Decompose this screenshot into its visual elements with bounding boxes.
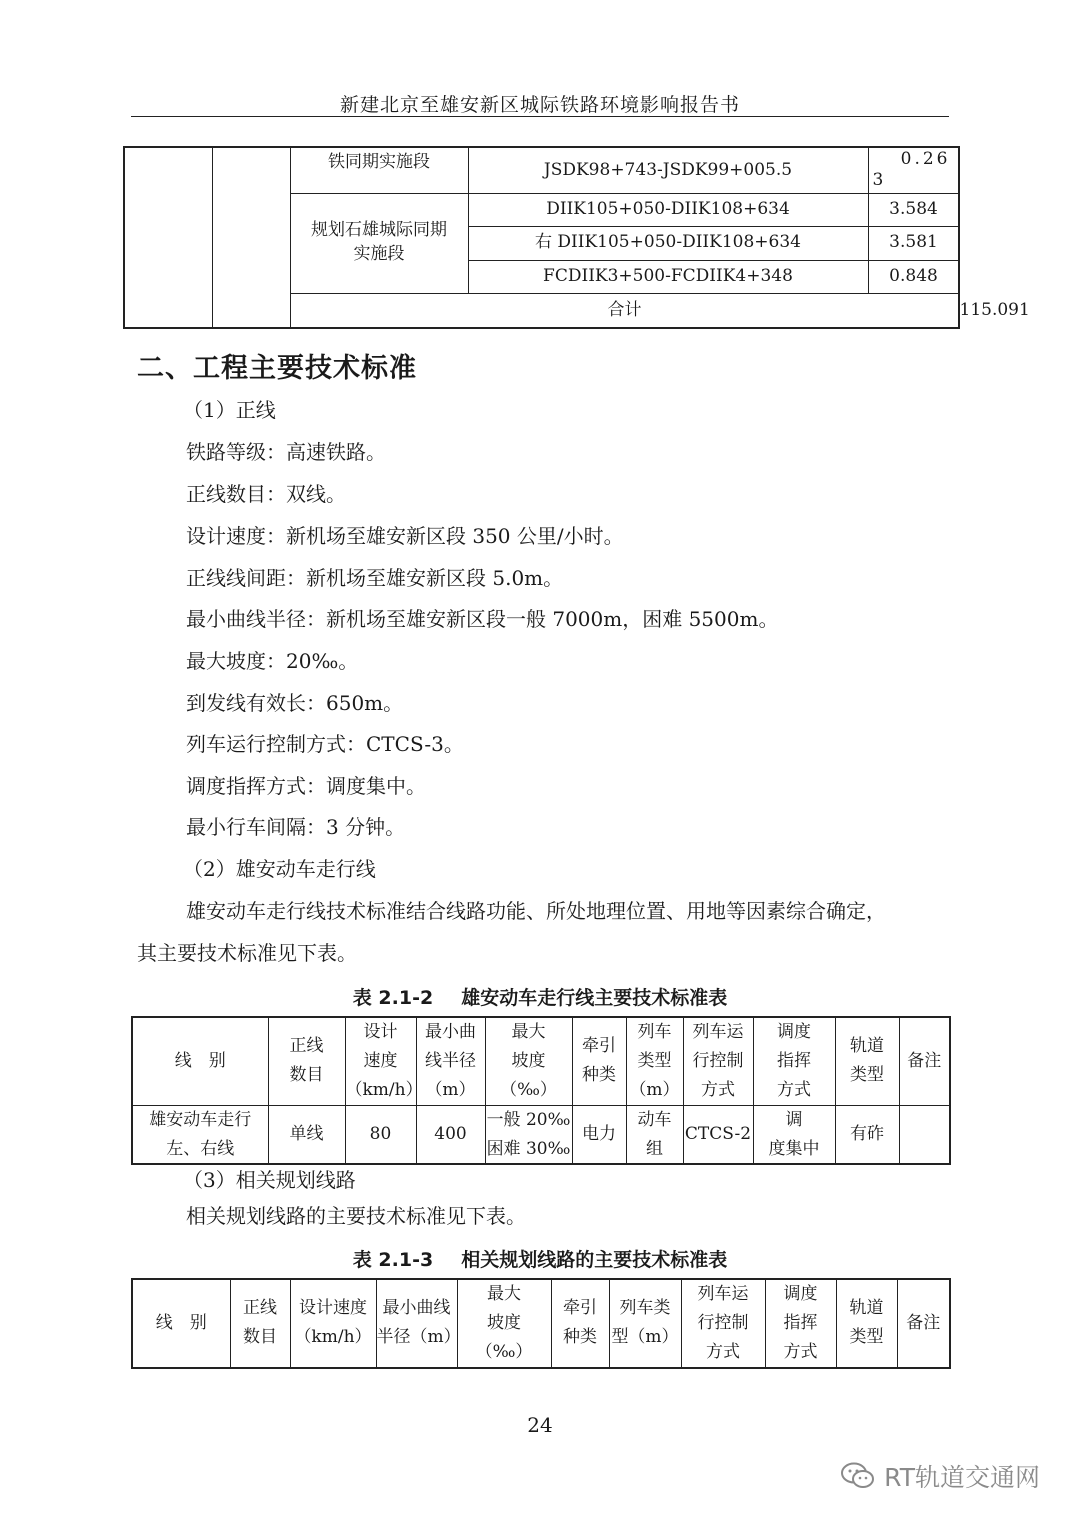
column-header: 正线 数目 <box>230 1279 290 1368</box>
planned-lines-standards-table <box>131 1278 951 1369</box>
column-header: 备注 <box>897 1279 950 1368</box>
table-cell: 一般 20‰ 困难 30‰ <box>485 1105 572 1164</box>
total-label: 合计 <box>290 293 959 328</box>
column-header: 设计速度 （km/h） <box>290 1279 376 1368</box>
spec-line: 到发线有效长：650m。 <box>186 691 404 715</box>
depot-line-standards-table <box>131 1016 951 1165</box>
table-caption <box>0 983 1080 1010</box>
table-caption-title: 相关规划线路的主要技术标准表 <box>461 1249 728 1271</box>
column-header: 备注 <box>899 1017 950 1105</box>
table-caption-title: 雄安动车走行线主要技术标准表 <box>461 987 728 1009</box>
column-header: 调度 指挥 方式 <box>765 1279 836 1368</box>
column-header: 线 别 <box>132 1279 230 1368</box>
section-cell: 规划石雄城际同期 实施段 <box>290 193 468 293</box>
table-row <box>132 1105 950 1164</box>
table-header-row <box>132 1279 950 1368</box>
table-caption <box>0 1245 1080 1272</box>
spec-line: 最大坡度：20‰。 <box>186 649 359 673</box>
subheading-planned-lines: （3）相关规划线路 <box>183 1168 356 1192</box>
table-cell: 单线 <box>268 1105 345 1164</box>
range-cell: 右 DIIK105+050-DIIK108+634 <box>468 226 868 260</box>
table-row <box>124 147 959 193</box>
table-cell: CTCS-2 <box>683 1105 753 1164</box>
length-cell: 0.848 <box>868 260 959 293</box>
spec-line: 正线线间距：新机场至雄安新区段 5.0m。 <box>186 566 564 590</box>
table-cell: 动车 组 <box>626 1105 683 1164</box>
length-cell <box>868 147 959 193</box>
spec-line: 调度指挥方式：调度集中。 <box>186 774 426 798</box>
column-header: 正线 数目 <box>268 1017 345 1105</box>
spec-line: 最小行车间隔：3 分钟。 <box>186 815 406 839</box>
empty-cell <box>124 147 212 328</box>
header-divider <box>131 116 949 117</box>
page-number: 24 <box>527 1413 553 1437</box>
table-cell: 400 <box>416 1105 485 1164</box>
column-header: 最小曲 线半径 （m） <box>416 1017 485 1105</box>
spec-line: 设计速度：新机场至雄安新区段 350 公里/小时。 <box>186 524 624 548</box>
column-header: 轨道 类型 <box>836 1279 897 1368</box>
spec-line: 列车运行控制方式：CTCS-3。 <box>186 732 464 756</box>
section-heading: 二、工程主要技术标准 <box>137 353 417 384</box>
column-header: 线 别 <box>132 1017 268 1105</box>
table-total-row: 合计 115.091 <box>124 293 959 328</box>
spec-line: 正线数目：双线。 <box>186 482 346 506</box>
column-header: 列车类 型（m） <box>609 1279 681 1368</box>
table-cell: 调 度集中 <box>753 1105 835 1164</box>
table-cell: 电力 <box>572 1105 626 1164</box>
range-cell: JSDK98+743-JSDK99+005.5 <box>468 147 868 193</box>
column-header: 设计 速度 （km/h） <box>345 1017 416 1105</box>
table-caption-number: 表 2.1-3 <box>352 1249 434 1271</box>
column-header: 列车 类型 （m） <box>626 1017 683 1105</box>
column-header: 牵引 种类 <box>572 1017 626 1105</box>
length-line-1: 0.26 <box>900 149 951 169</box>
subheading-xiongan-depot-line: （2）雄安动车走行线 <box>183 857 376 881</box>
length-line-2: 3 <box>872 170 884 191</box>
spec-line: 最小曲线半径：新机场至雄安新区段一般 7000m，困难 5500m。 <box>186 607 779 631</box>
section-length-table <box>123 146 1030 329</box>
description-paragraph: 雄安动车走行线技术标准结合线路功能、所处地理位置、用地等因素综合确定， <box>186 899 886 923</box>
watermark-text: RT轨道交通网 <box>884 1463 1040 1492</box>
empty-cell <box>212 147 290 328</box>
spec-line: 铁路等级：高速铁路。 <box>186 440 386 464</box>
watermark <box>840 1458 1040 1494</box>
table-cell: 有砟 <box>835 1105 899 1164</box>
description-paragraph: 其主要技术标准见下表。 <box>137 941 357 965</box>
description-paragraph: 相关规划线路的主要技术标准见下表。 <box>186 1204 526 1228</box>
length-cell: 3.581 <box>868 226 959 260</box>
column-header: 牵引 种类 <box>551 1279 609 1368</box>
length-cell: 3.584 <box>868 193 959 226</box>
table-header-row <box>132 1017 950 1105</box>
range-cell: DIIK105+050-DIIK108+634 <box>468 193 868 226</box>
column-header: 最大 坡度 （‰） <box>457 1279 551 1368</box>
subheading-mainline: （1）正线 <box>183 398 276 422</box>
column-header: 最小曲线 半径（m） <box>376 1279 457 1368</box>
column-header: 轨道 类型 <box>835 1017 899 1105</box>
document-header-title: 新建北京至雄安新区城际铁路环境影响报告书 <box>339 94 740 116</box>
table-cell: 雄安动车走行 左、右线 <box>132 1105 268 1164</box>
column-header: 最大 坡度 （‰） <box>485 1017 572 1105</box>
column-header: 调度 指挥 方式 <box>753 1017 835 1105</box>
section-cell: 铁同期实施段 <box>290 147 468 193</box>
column-header: 列车运 行控制 方式 <box>681 1279 765 1368</box>
table-caption-number: 表 2.1-2 <box>352 987 434 1009</box>
range-cell: FCDIIK3+500-FCDIIK4+348 <box>468 260 868 293</box>
wechat-icon <box>840 1461 876 1491</box>
table-cell <box>899 1105 950 1164</box>
table-cell: 80 <box>345 1105 416 1164</box>
column-header: 列车运 行控制 方式 <box>683 1017 753 1105</box>
